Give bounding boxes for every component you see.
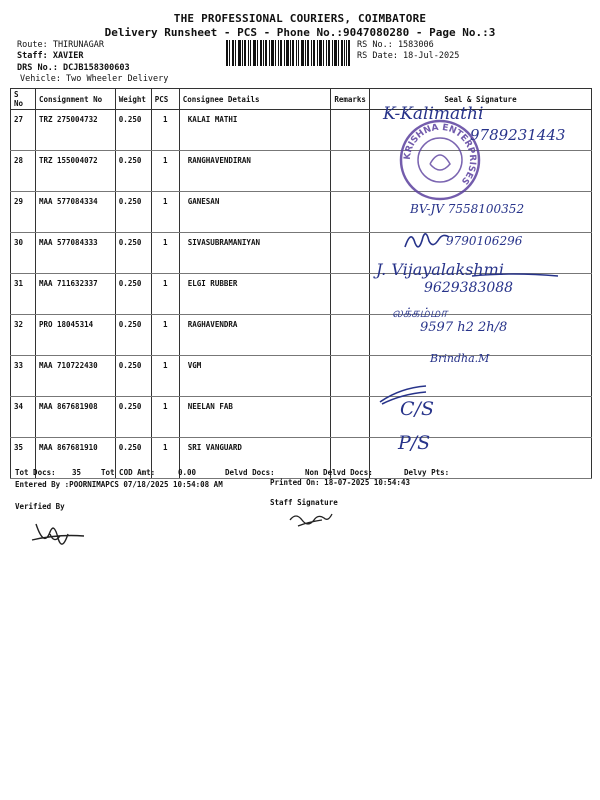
table-row <box>11 397 592 438</box>
phone-row-30: 9790106296 <box>446 234 523 248</box>
row-consignment-no: TRZ 275004732 <box>35 110 115 151</box>
row-consignment-no: MAA 867681910 <box>35 438 115 479</box>
row-consignment-no: PRO 18045314 <box>35 315 115 356</box>
phone-row-32: 9597 h2 2h/8 <box>420 320 508 335</box>
verified-by-signature <box>30 518 90 552</box>
delvd-docs-label: Delvd Docs: <box>225 468 275 477</box>
tot-docs-label: Tot Docs: <box>15 468 56 477</box>
tot-docs-value: 35 <box>72 468 82 477</box>
row-consignee: RANGHAVENDIRAN <box>179 151 331 192</box>
row-remarks <box>331 192 370 233</box>
row-pcs: 1 <box>151 192 179 233</box>
row-weight: 0.250 <box>115 274 151 315</box>
signature-row-32: லக்கம்மா <box>392 306 448 321</box>
row-consignee: SRI VANGUARD <box>179 438 331 479</box>
row-sno: 28 <box>11 151 36 192</box>
row-remarks <box>331 356 370 397</box>
stamp-text: KRISHNA ENTERPRISES <box>402 122 478 186</box>
row-weight: 0.250 <box>115 397 151 438</box>
row-pcs: 1 <box>151 151 179 192</box>
signature-row-33: Brindha.M <box>430 352 490 365</box>
row-weight: 0.250 <box>115 315 151 356</box>
row-consignment-no: MAA 711632337 <box>35 274 115 315</box>
row-pcs: 1 <box>151 110 179 151</box>
row-weight: 0.250 <box>115 438 151 479</box>
phone-row-31: 9629383088 <box>424 280 514 296</box>
row-remarks <box>331 315 370 356</box>
col-header-seal-signature: Seal & Signature <box>369 89 591 110</box>
signature-row-31: J. Vijayalakshmi <box>376 260 504 279</box>
row-consignment-no: TRZ 155004072 <box>35 151 115 192</box>
col-header-consignee: Consignee Details <box>179 89 331 110</box>
barcode <box>226 40 350 66</box>
non-delvd-docs-label: Non Delvd Docs: <box>305 468 373 477</box>
row-consignee: ELGI RUBBER <box>179 274 331 315</box>
row-remarks <box>331 274 370 315</box>
verified-by-label: Verified By <box>15 502 65 511</box>
row-consignment-no: MAA 710722430 <box>35 356 115 397</box>
row-sno: 34 <box>11 397 36 438</box>
drs-number: DRS No.: DCJB158300603 <box>17 63 130 73</box>
row-weight: 0.250 <box>115 110 151 151</box>
col-header-pcs: PCS <box>151 89 179 110</box>
runsheet-subtitle: Delivery Runsheet - PCS - Phone No.:9047080280 - Page No.:3 <box>104 26 496 39</box>
row-sno: 31 <box>11 274 36 315</box>
rs-number: RS No.: 1583006 <box>357 40 434 50</box>
col-header-sno: S No <box>11 89 36 110</box>
row-consignee: KALAI MATHI <box>179 110 331 151</box>
signature-row-34: C/S <box>400 398 434 420</box>
col-header-remarks: Remarks <box>331 89 370 110</box>
row-sno: 35 <box>11 438 36 479</box>
row-consignee: SIVASUBRAMANIYAN <box>179 233 331 274</box>
row-weight: 0.250 <box>115 192 151 233</box>
row-weight: 0.250 <box>115 151 151 192</box>
row-weight: 0.250 <box>115 356 151 397</box>
row-consignee: RAGHAVENDRA <box>179 315 331 356</box>
row-consignment-no: MAA 867681908 <box>35 397 115 438</box>
table-row <box>11 438 592 479</box>
signature-scribble-row-30 <box>402 227 452 251</box>
row-remarks <box>331 233 370 274</box>
staff-label: Staff: XAVIER <box>17 51 84 61</box>
row-sno: 32 <box>11 315 36 356</box>
rs-date: RS Date: 18-Jul-2025 <box>357 51 460 61</box>
row-sno: 30 <box>11 233 36 274</box>
signature-row-35: P/S <box>398 432 431 454</box>
signature-row-29: BV-JV 7558100352 <box>410 202 525 216</box>
row-remarks <box>331 110 370 151</box>
row-pcs: 1 <box>151 356 179 397</box>
row-pcs: 1 <box>151 397 179 438</box>
table-row <box>11 151 592 192</box>
tot-cod-value: 0.00 <box>178 468 197 477</box>
row-consignment-no: MAA 577084333 <box>35 233 115 274</box>
row-consignment-no: MAA 577084334 <box>35 192 115 233</box>
delvy-pts-label: Delvy Pts: <box>404 468 450 477</box>
row-sno: 27 <box>11 110 36 151</box>
row-pcs: 1 <box>151 233 179 274</box>
row-pcs: 1 <box>151 438 179 479</box>
printed-on: Printed On: 18-07-2025 10:54:43 <box>270 478 410 487</box>
route-label: Route: THIRUNAGAR <box>17 40 104 50</box>
row-pcs: 1 <box>151 274 179 315</box>
row-remarks <box>331 397 370 438</box>
signature-row-27: K-Kalimathi <box>383 104 484 124</box>
col-header-consignment: Consignment No <box>35 89 115 110</box>
signature-underline-row-31 <box>470 270 560 280</box>
company-title: THE PROFESSIONAL COURIERS, COIMBATORE <box>173 12 427 25</box>
staff-signature <box>288 510 334 530</box>
row-weight: 0.250 <box>115 233 151 274</box>
vehicle-label: Vehicle: Two Wheeler Delivery <box>20 74 169 84</box>
row-pcs: 1 <box>151 315 179 356</box>
row-consignee: VGM <box>179 356 331 397</box>
table-header-row <box>11 89 592 110</box>
row-sno: 29 <box>11 192 36 233</box>
row-remarks <box>331 151 370 192</box>
table-row <box>11 356 592 397</box>
row-consignee: GANESAN <box>179 192 331 233</box>
phone-row-27: 9789231443 <box>470 126 566 144</box>
entered-by: Entered By :POORNIMAPCS 07/18/2025 10:54:08 AM <box>15 480 223 489</box>
row-consignee: NEELAN FAB <box>179 397 331 438</box>
tot-cod-label: Tot COD Amt: <box>101 468 156 477</box>
col-header-weight: Weight <box>115 89 151 110</box>
staff-signature-label: Staff Signature <box>270 498 338 507</box>
row-sno: 33 <box>11 356 36 397</box>
